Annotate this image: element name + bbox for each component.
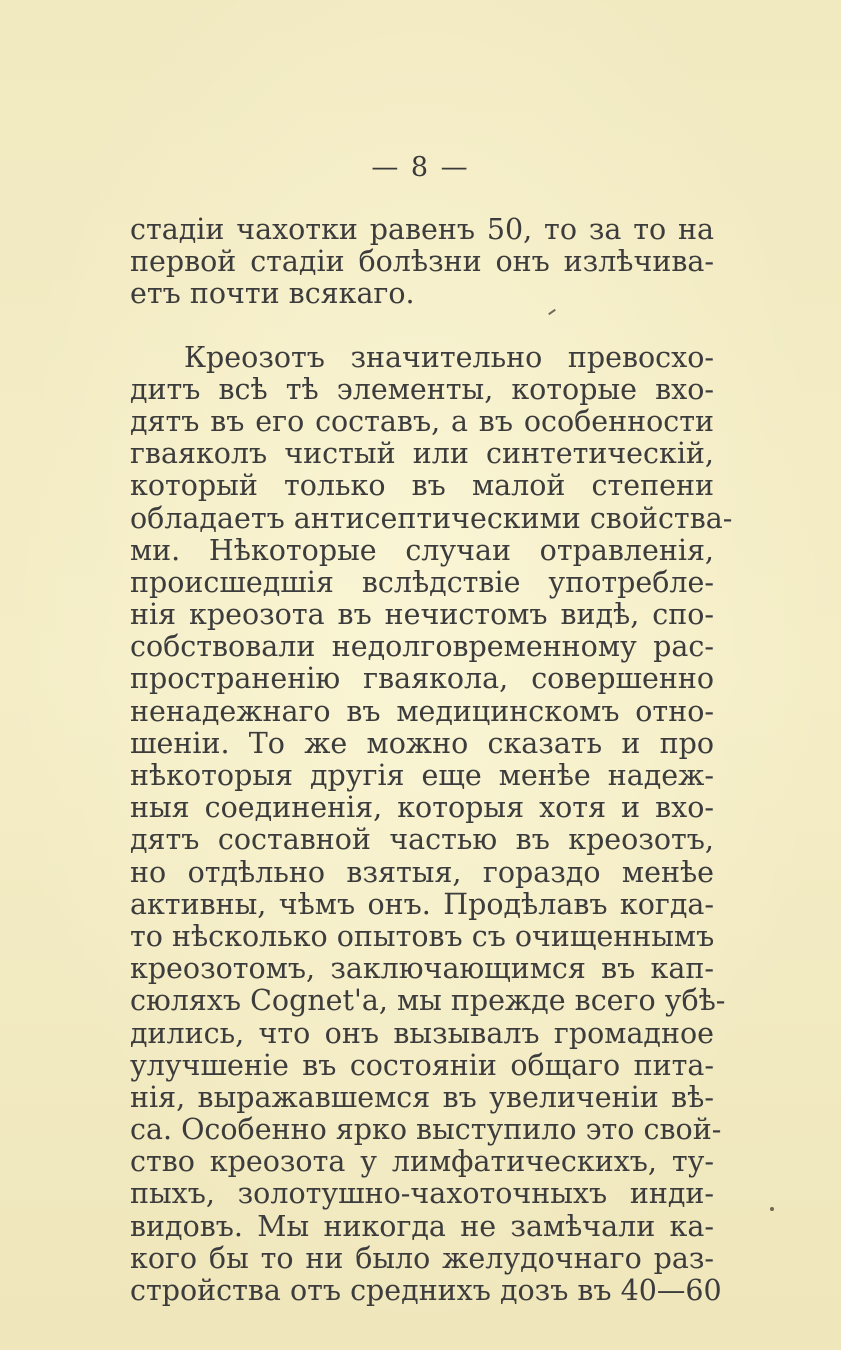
text-line: ство креозота у лимфатическихъ, ту- bbox=[130, 1145, 714, 1179]
text-line: обладаетъ антисептическими свойства- bbox=[130, 501, 733, 535]
text-line: креозотомъ, заключающимся въ кап- bbox=[130, 952, 714, 986]
print-speck bbox=[770, 1207, 774, 1211]
text-line: первой стадіи болѣзни онъ излѣчива- bbox=[130, 245, 714, 279]
text-line: то нѣсколько опытовъ съ очищеннымъ bbox=[130, 919, 715, 953]
text-line: активны, чѣмъ онъ. Продѣлавъ когда- bbox=[130, 887, 714, 921]
text-line: кого бы то ни было желудочнаго раз- bbox=[130, 1241, 714, 1275]
text-line: видовъ. Мы никогда не замѣчали ка- bbox=[130, 1209, 714, 1243]
text-line: гваяколъ чистый или синтетическій, bbox=[130, 437, 714, 471]
text-line: ныя соединенія, которыя хотя и вхо- bbox=[130, 791, 714, 825]
text-line: ми. Нѣкоторые случаи отравленія, bbox=[130, 533, 714, 567]
text-line: улучшеніе въ состояніи общаго пита- bbox=[130, 1048, 714, 1082]
body-text bbox=[130, 213, 733, 1307]
text-line: происшедшія вслѣдствіе употребле- bbox=[130, 565, 714, 599]
paragraph-spacer bbox=[130, 311, 714, 342]
text-line: пыхъ, золотушно-чахоточныхъ инди- bbox=[130, 1177, 714, 1211]
text-line: собствовали недолговременному рас- bbox=[130, 630, 714, 664]
text-line: дятъ составной частью въ креозотъ, bbox=[130, 823, 714, 857]
text-line: стройства отъ среднихъ дозъ въ 40—60 bbox=[130, 1274, 722, 1307]
text-line: Креозотъ значительно превосхо- bbox=[184, 340, 714, 374]
text-line: сюляхъ Cognet'а, мы прежде всего убѣ- bbox=[130, 984, 726, 1018]
text-line: нѣкоторыя другія еще менѣе надеж- bbox=[130, 759, 714, 792]
paragraph bbox=[130, 214, 714, 311]
text-line: шеніи. То же можно сказать и про bbox=[130, 726, 714, 760]
page-number: — 8 — bbox=[371, 152, 470, 183]
text-line: но отдѣльно взятыя, гораздо менѣе bbox=[130, 855, 714, 889]
text-line: нія, выражавшемся въ увеличеніи вѣ- bbox=[130, 1080, 714, 1114]
text-line: са. Особенно ярко выступило это свой- bbox=[130, 1113, 722, 1147]
text-line: который только въ малой степени bbox=[130, 469, 714, 503]
paragraph bbox=[130, 340, 733, 1308]
text-line: дились, что онъ вызывалъ громадное bbox=[130, 1016, 714, 1050]
text-line: нія креозота въ нечистомъ видѣ, спо- bbox=[130, 598, 714, 632]
text-line: стадіи чахотки равенъ 50, то за то на bbox=[130, 213, 714, 246]
text-line: дятъ въ его составъ, а въ особенности bbox=[130, 404, 714, 438]
text-line: ненадежнаго въ медицинскомъ отно- bbox=[130, 694, 714, 728]
text-line: дитъ всѣ тѣ элементы, которые вхо- bbox=[130, 372, 714, 406]
text-line: етъ почти всякаго. bbox=[130, 277, 415, 311]
text-line: пространенію гваякола, совершенно bbox=[130, 662, 714, 696]
